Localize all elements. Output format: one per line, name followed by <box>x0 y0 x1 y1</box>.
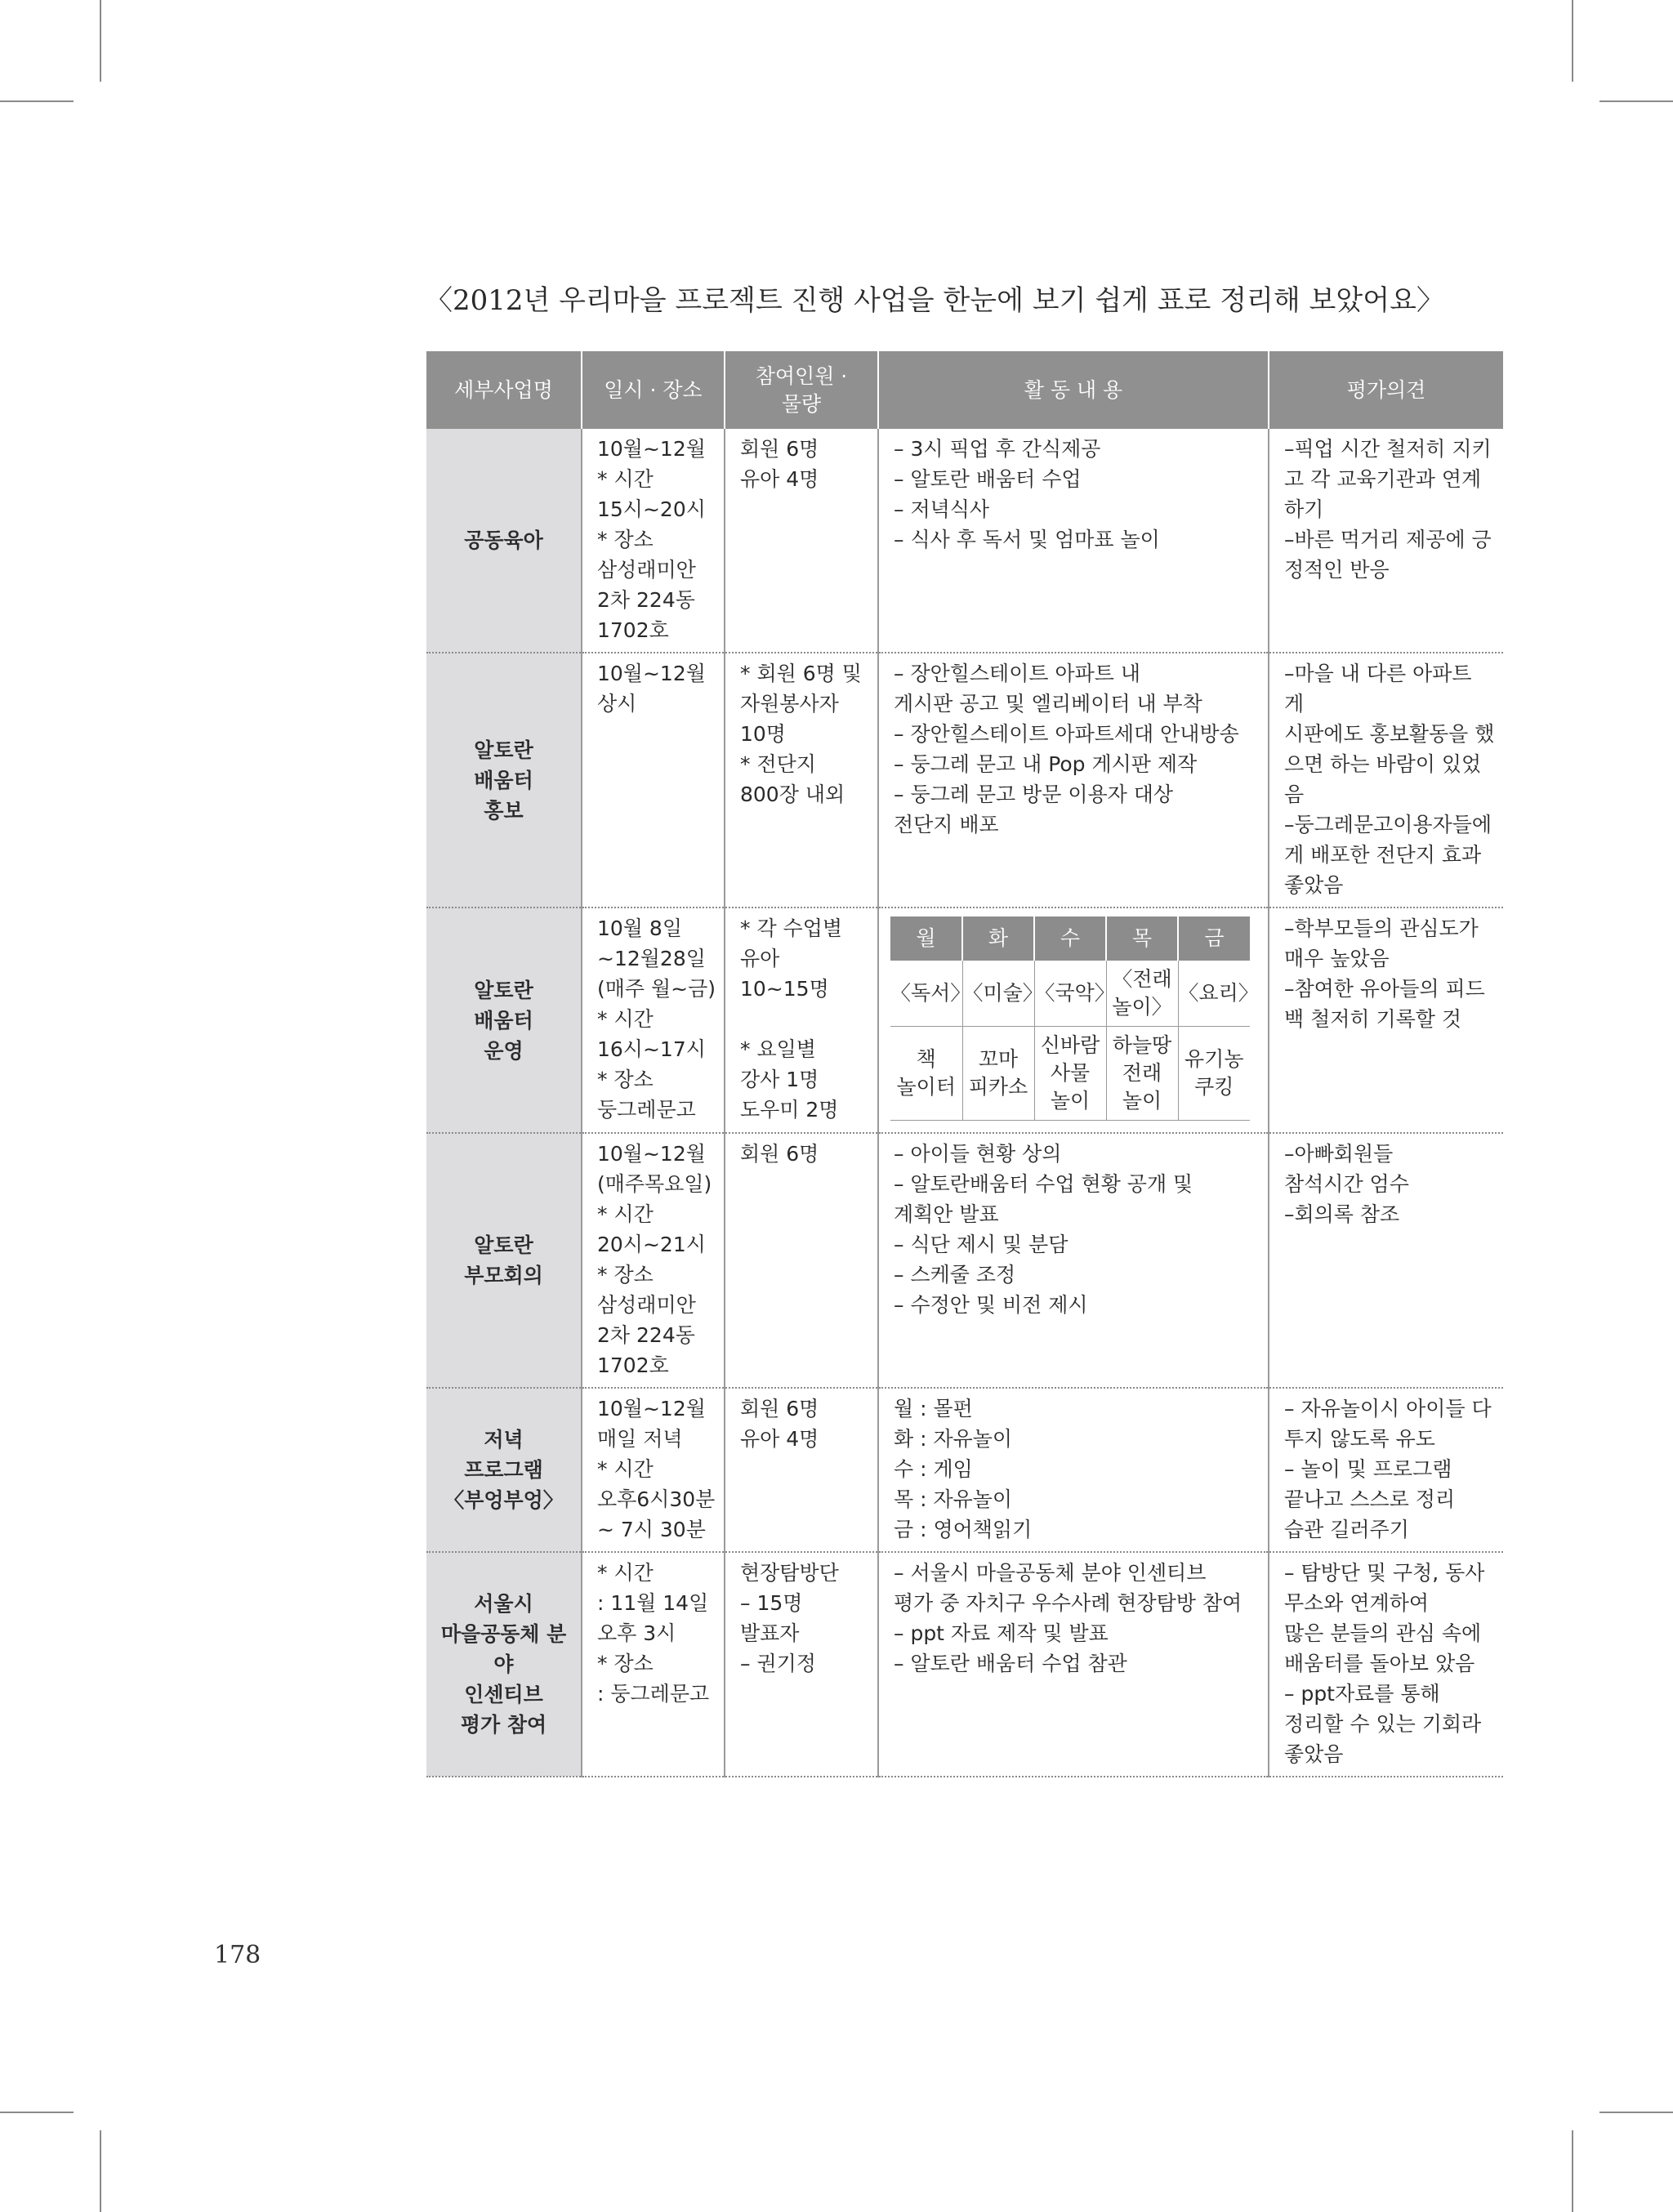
cell-line: 16시~17시 <box>597 1037 706 1061</box>
subject-cell <box>1106 961 1178 1027</box>
project-name-cell <box>426 1388 582 1552</box>
cell-line: 저녁 <box>484 1428 524 1452</box>
weekly-schedule-table <box>890 916 1259 1121</box>
project-name-cell <box>426 653 582 908</box>
header-evaluation: 평가의견 <box>1269 351 1503 429</box>
cell-line: 게시판 공고 및 엘리베이터 내 부착 <box>894 692 1202 716</box>
activities-cell <box>878 653 1269 908</box>
cell-line: 놀이 <box>1122 1089 1162 1113</box>
cell-line: 야 <box>493 1652 514 1676</box>
cell-line: – ppt 자료 제작 및 발표 <box>894 1621 1109 1645</box>
subject-cell <box>890 961 971 1027</box>
cell-line: 많은 분들의 관심 속에 <box>1284 1621 1482 1645</box>
cell-line: – 스케줄 조정 <box>894 1263 1016 1287</box>
table-row <box>426 653 1503 908</box>
cell-line: 둥그레문고 <box>597 1098 696 1122</box>
cell-line: 배움터 <box>474 1008 533 1032</box>
cell-line: 유아 4명 <box>740 1427 819 1451</box>
cell-line: 계획안 발표 <box>894 1202 999 1226</box>
cell-line: * 장소 <box>597 1263 654 1287</box>
project-name-cell <box>426 1552 582 1777</box>
cell-line: 사물 <box>1050 1061 1091 1085</box>
project-table <box>426 351 1503 1777</box>
participants-cell <box>725 653 878 908</box>
cell-line: * 장소 <box>597 1652 654 1675</box>
weekday-header: 목 <box>1106 916 1178 961</box>
table-header-row <box>426 351 1503 429</box>
cell-line: 백 철저히 기록할 것 <box>1284 1007 1462 1031</box>
cell-line: 강사 1명 <box>740 1068 819 1091</box>
crop-mark <box>100 0 101 82</box>
cell-line: 책 <box>916 1047 936 1071</box>
cell-line: 으면 하는 바람이 있었음 <box>1284 752 1482 806</box>
activities-cell <box>878 1133 1269 1388</box>
cell-line: –회의록 참조 <box>1284 1202 1400 1226</box>
project-name-cell <box>426 429 582 653</box>
cell-line: 수 : 게임 <box>894 1457 973 1481</box>
cell-line: * 장소 <box>597 528 654 551</box>
crop-mark <box>1599 100 1673 102</box>
cell-line: 꼬마 <box>978 1047 1019 1071</box>
cell-line: – 3시 픽업 후 간식제공 <box>894 437 1101 461</box>
cell-line: 10월~12월 <box>597 1397 706 1420</box>
cell-line: 1702호 <box>597 1354 669 1377</box>
cell-line: 서울시 <box>474 1592 533 1616</box>
subject-cell <box>1178 961 1259 1027</box>
cell-line: –참여한 유아들의 피드 <box>1284 977 1485 1001</box>
cell-line: 금 : 영어책읽기 <box>894 1518 1033 1541</box>
crop-mark <box>0 2112 74 2113</box>
cell-line: 10월 8일 <box>597 916 682 940</box>
header-participants-line: 물량 <box>781 391 822 416</box>
cell-line: – 서울시 마을공동체 분야 인센티브 <box>894 1561 1207 1585</box>
cell-line: – 둥그레 문고 내 Pop 게시판 제작 <box>894 752 1198 776</box>
cell-line: 평가 참여 <box>460 1713 547 1737</box>
cell-line: * 시간 <box>597 467 654 491</box>
cell-line: 오후 3시 <box>597 1621 676 1645</box>
cell-line: (매주 월~금) <box>597 977 716 1001</box>
cell-line: 목 : 자유놀이 <box>894 1487 1013 1511</box>
cell-line: – 저녁식사 <box>894 497 990 521</box>
cell-line: – 식단 제시 및 분담 <box>894 1233 1068 1256</box>
cell-line: 〈미술〉 <box>962 981 1043 1005</box>
cell-line: 전단지 배포 <box>894 813 999 836</box>
cell-line: 유기농 <box>1184 1047 1244 1071</box>
cell-line: 마을공동체 분 <box>440 1622 567 1646</box>
subject-cell <box>962 961 1043 1027</box>
cell-line: 평가 중 자치구 우수사례 현장탐방 참여 <box>894 1591 1242 1615</box>
cell-line: 정적인 반응 <box>1284 558 1390 582</box>
cell-line: * 요일별 <box>740 1037 816 1061</box>
crop-mark <box>1599 2112 1673 2113</box>
cell-line: * 시간 <box>597 1202 654 1226</box>
crop-mark <box>100 2130 101 2212</box>
cell-line: 10월~12월 <box>597 437 706 461</box>
cell-line: –바른 먹거리 제공에 긍 <box>1284 528 1492 551</box>
cell-line: 〈부엉부엉〉 <box>444 1488 564 1512</box>
cell-line: 매우 높았음 <box>1284 947 1390 970</box>
cell-line <box>740 1004 869 1034</box>
cell-line: 고 각 교육기관과 연계 <box>1284 467 1482 491</box>
cell-line: 인센티브 <box>464 1683 543 1706</box>
cell-line: 10명 <box>740 722 786 746</box>
evaluation-cell <box>1269 429 1503 653</box>
cell-line: 월 : 몰펀 <box>894 1397 973 1420</box>
table-row <box>426 1133 1503 1388</box>
date-place-cell <box>582 908 725 1133</box>
cell-line: – ppt자료를 통해 <box>1284 1682 1440 1706</box>
cell-line: 회원 6명 <box>740 437 819 461</box>
page-number: 178 <box>214 1941 261 1969</box>
cell-line: –마을 내 다른 아파트 게 <box>1284 662 1472 716</box>
cell-line: 삼성래미안 <box>597 558 696 582</box>
cell-line: 놀이 <box>1050 1089 1091 1113</box>
weekday-header: 수 <box>1034 916 1106 961</box>
cell-line: 〈전래 <box>1112 967 1172 991</box>
participants-cell <box>725 1388 878 1552</box>
program-cell <box>1106 1027 1178 1121</box>
crop-mark <box>1572 0 1573 82</box>
cell-line: 자원봉사자 <box>740 692 839 716</box>
activities-cell <box>878 908 1269 1133</box>
cell-line: 유아 4명 <box>740 467 819 491</box>
cell-line: 10월~12월 <box>597 1142 706 1166</box>
cell-line: 현장탐방단 <box>740 1561 839 1585</box>
header-activities: 활 동 내 용 <box>878 351 1269 429</box>
date-place-cell <box>582 429 725 653</box>
cell-line: 〈국악〉 <box>1034 981 1115 1005</box>
cell-line: 전래 <box>1122 1061 1162 1085</box>
cell-line: – 알토란 배움터 수업 <box>894 467 1082 491</box>
cell-line: 하늘땅 <box>1112 1033 1172 1057</box>
program-cell <box>962 1027 1034 1121</box>
table-caption: 〈2012년 우리마을 프로젝트 진행 사업을 한눈에 보기 쉽게 표로 정리해 보았어요〉 <box>425 284 1444 317</box>
cell-line: 참석시간 엄수 <box>1284 1172 1409 1196</box>
cell-line: 배움터를 돌아보 았음 <box>1284 1652 1475 1675</box>
participants-cell <box>725 429 878 653</box>
cell-line: 놀이〉 <box>1112 995 1172 1019</box>
cell-line: –둥그레문고이용자들에 <box>1284 813 1492 836</box>
header-date-place: 일시 · 장소 <box>582 351 725 429</box>
cell-line: 홍보 <box>484 798 524 823</box>
evaluation-cell <box>1269 1552 1503 1777</box>
cell-line: 알토란 <box>474 1233 533 1257</box>
cell-line: – 권기정 <box>740 1652 816 1675</box>
cell-line: 15시~20시 <box>597 497 706 521</box>
header-name: 세부사업명 <box>426 351 582 429</box>
cell-line: –픽업 시간 철저히 지키 <box>1284 437 1492 461</box>
table-row <box>426 908 1503 1133</box>
cell-line: 쿠킹 <box>1194 1075 1234 1099</box>
cell-line: * 시간 <box>597 1561 654 1585</box>
cell-line: 놀이터 <box>896 1075 956 1099</box>
cell-line: 부모회의 <box>464 1264 543 1287</box>
cell-line: 끝나고 스스로 정리 <box>1284 1487 1456 1511</box>
evaluation-cell <box>1269 1388 1503 1552</box>
table-row <box>426 429 1503 653</box>
cell-line: 800장 내외 <box>740 783 845 806</box>
cell-line: 10월~12월 <box>597 662 706 685</box>
cell-line: 배움터 <box>474 768 533 792</box>
cell-line: 20시~21시 <box>597 1233 706 1256</box>
cell-line: 하기 <box>1284 497 1324 521</box>
cell-line: – 알토란 배움터 수업 참관 <box>894 1652 1127 1675</box>
cell-line: 오후6시30분 <box>597 1487 716 1511</box>
header-participants <box>725 351 878 429</box>
evaluation-cell <box>1269 653 1503 908</box>
cell-line: – 장안힐스테이트 아파트 내 <box>894 662 1140 685</box>
cell-line: –아빠회원들 <box>1284 1142 1394 1166</box>
cell-line: 도우미 2명 <box>740 1098 839 1122</box>
weekday-header: 금 <box>1178 916 1250 961</box>
cell-line: 게 배포한 전단지 효과 <box>1284 843 1482 867</box>
program-cell <box>890 1027 962 1121</box>
cell-line: 알토란 <box>474 738 533 762</box>
participants-cell <box>725 908 878 1133</box>
cell-line: 화 : 자유놀이 <box>894 1427 1013 1451</box>
project-name-cell <box>426 1133 582 1388</box>
cell-line: – 식사 후 독서 및 엄마표 놀이 <box>894 528 1160 551</box>
cell-line: ~ 7시 30분 <box>597 1518 706 1541</box>
cell-line: 1702호 <box>597 618 669 642</box>
date-place-cell <box>582 1133 725 1388</box>
cell-line: 알토란 <box>474 978 533 1002</box>
cell-line: * 전단지 <box>740 752 816 776</box>
subject-cell <box>1034 961 1115 1027</box>
cell-line: * 시간 <box>597 1457 654 1481</box>
weekday-header: 월 <box>890 916 962 961</box>
cell-line: 10~15명 <box>740 977 829 1001</box>
activities-cell <box>878 429 1269 653</box>
cell-line: 습관 길러주기 <box>1284 1518 1409 1541</box>
activities-cell <box>878 1388 1269 1552</box>
date-place-cell <box>582 1388 725 1552</box>
cell-line: 2차 224동 <box>597 588 695 612</box>
cell-line: 신바람 <box>1040 1033 1100 1057</box>
cell-line: 매일 저녁 <box>597 1427 683 1451</box>
cell-line: – 15명 <box>740 1591 803 1615</box>
cell-line: – 자유놀이시 아이들 다 <box>1284 1397 1492 1420</box>
crop-mark <box>1572 2130 1573 2212</box>
cell-line: –학부모들의 관심도가 <box>1284 916 1479 940</box>
project-name-cell <box>426 908 582 1133</box>
header-participants-line: 참여인원 · <box>755 363 848 388</box>
program-cell <box>1178 1027 1250 1121</box>
cell-line: 삼성래미안 <box>597 1293 696 1317</box>
cell-line: 운영 <box>484 1038 524 1063</box>
cell-line: – 수정안 및 비전 제시 <box>894 1293 1088 1317</box>
cell-line: ~12월28일 <box>597 947 706 970</box>
cell-line: – 둥그레 문고 방문 이용자 대상 <box>894 783 1174 806</box>
cell-line: : 11월 14일 <box>597 1591 709 1615</box>
date-place-cell <box>582 1552 725 1777</box>
cell-line: * 장소 <box>597 1068 654 1091</box>
cell-line: 프로그램 <box>464 1458 543 1482</box>
cell-line: 공동육아 <box>464 528 543 552</box>
cell-line: 〈독서〉 <box>890 981 971 1005</box>
cell-line: 2차 224동 <box>597 1323 695 1347</box>
program-cell <box>1034 1027 1106 1121</box>
cell-line: : 둥그레문고 <box>597 1682 710 1706</box>
cell-line: * 회원 6명 및 <box>740 662 862 685</box>
activities-cell <box>878 1552 1269 1777</box>
cell-line: 발표자 <box>740 1621 800 1645</box>
cell-line: – 알토란배움터 수업 현황 공개 및 <box>894 1172 1193 1196</box>
cell-line: 좋았음 <box>1284 873 1344 897</box>
cell-line: 좋았음 <box>1284 1742 1344 1766</box>
cell-line: * 시간 <box>597 1007 654 1031</box>
table-row <box>426 1388 1503 1552</box>
cell-line: 회원 6명 <box>740 1142 819 1166</box>
cell-line: 투지 않도록 유도 <box>1284 1427 1435 1451</box>
cell-line: 상시 <box>597 692 637 716</box>
weekday-header: 화 <box>962 916 1034 961</box>
cell-line: – 아이들 현황 상의 <box>894 1142 1062 1166</box>
evaluation-cell <box>1269 908 1503 1133</box>
evaluation-cell <box>1269 1133 1503 1388</box>
participants-cell <box>725 1133 878 1388</box>
cell-line: 시판에도 홍보활동을 했 <box>1284 722 1495 746</box>
cell-line: 〈요리〉 <box>1178 981 1259 1005</box>
crop-mark <box>0 100 74 102</box>
cell-line: 유아 <box>740 947 780 970</box>
cell-line: 피카소 <box>968 1075 1028 1099</box>
cell-line: 무소와 연계하여 <box>1284 1591 1429 1615</box>
cell-line: (매주목요일) <box>597 1172 712 1196</box>
date-place-cell <box>582 653 725 908</box>
cell-line: 회원 6명 <box>740 1397 819 1420</box>
cell-line: 정리할 수 있는 기회라 <box>1284 1712 1482 1736</box>
cell-line: – 탐방단 및 구청, 동사 <box>1284 1561 1485 1585</box>
cell-line: – 장안힐스테이트 아파트세대 안내방송 <box>894 722 1239 746</box>
table-row <box>426 1552 1503 1777</box>
cell-line: – 놀이 및 프로그램 <box>1284 1457 1452 1481</box>
cell-line: * 각 수업별 <box>740 916 842 940</box>
participants-cell <box>725 1552 878 1777</box>
